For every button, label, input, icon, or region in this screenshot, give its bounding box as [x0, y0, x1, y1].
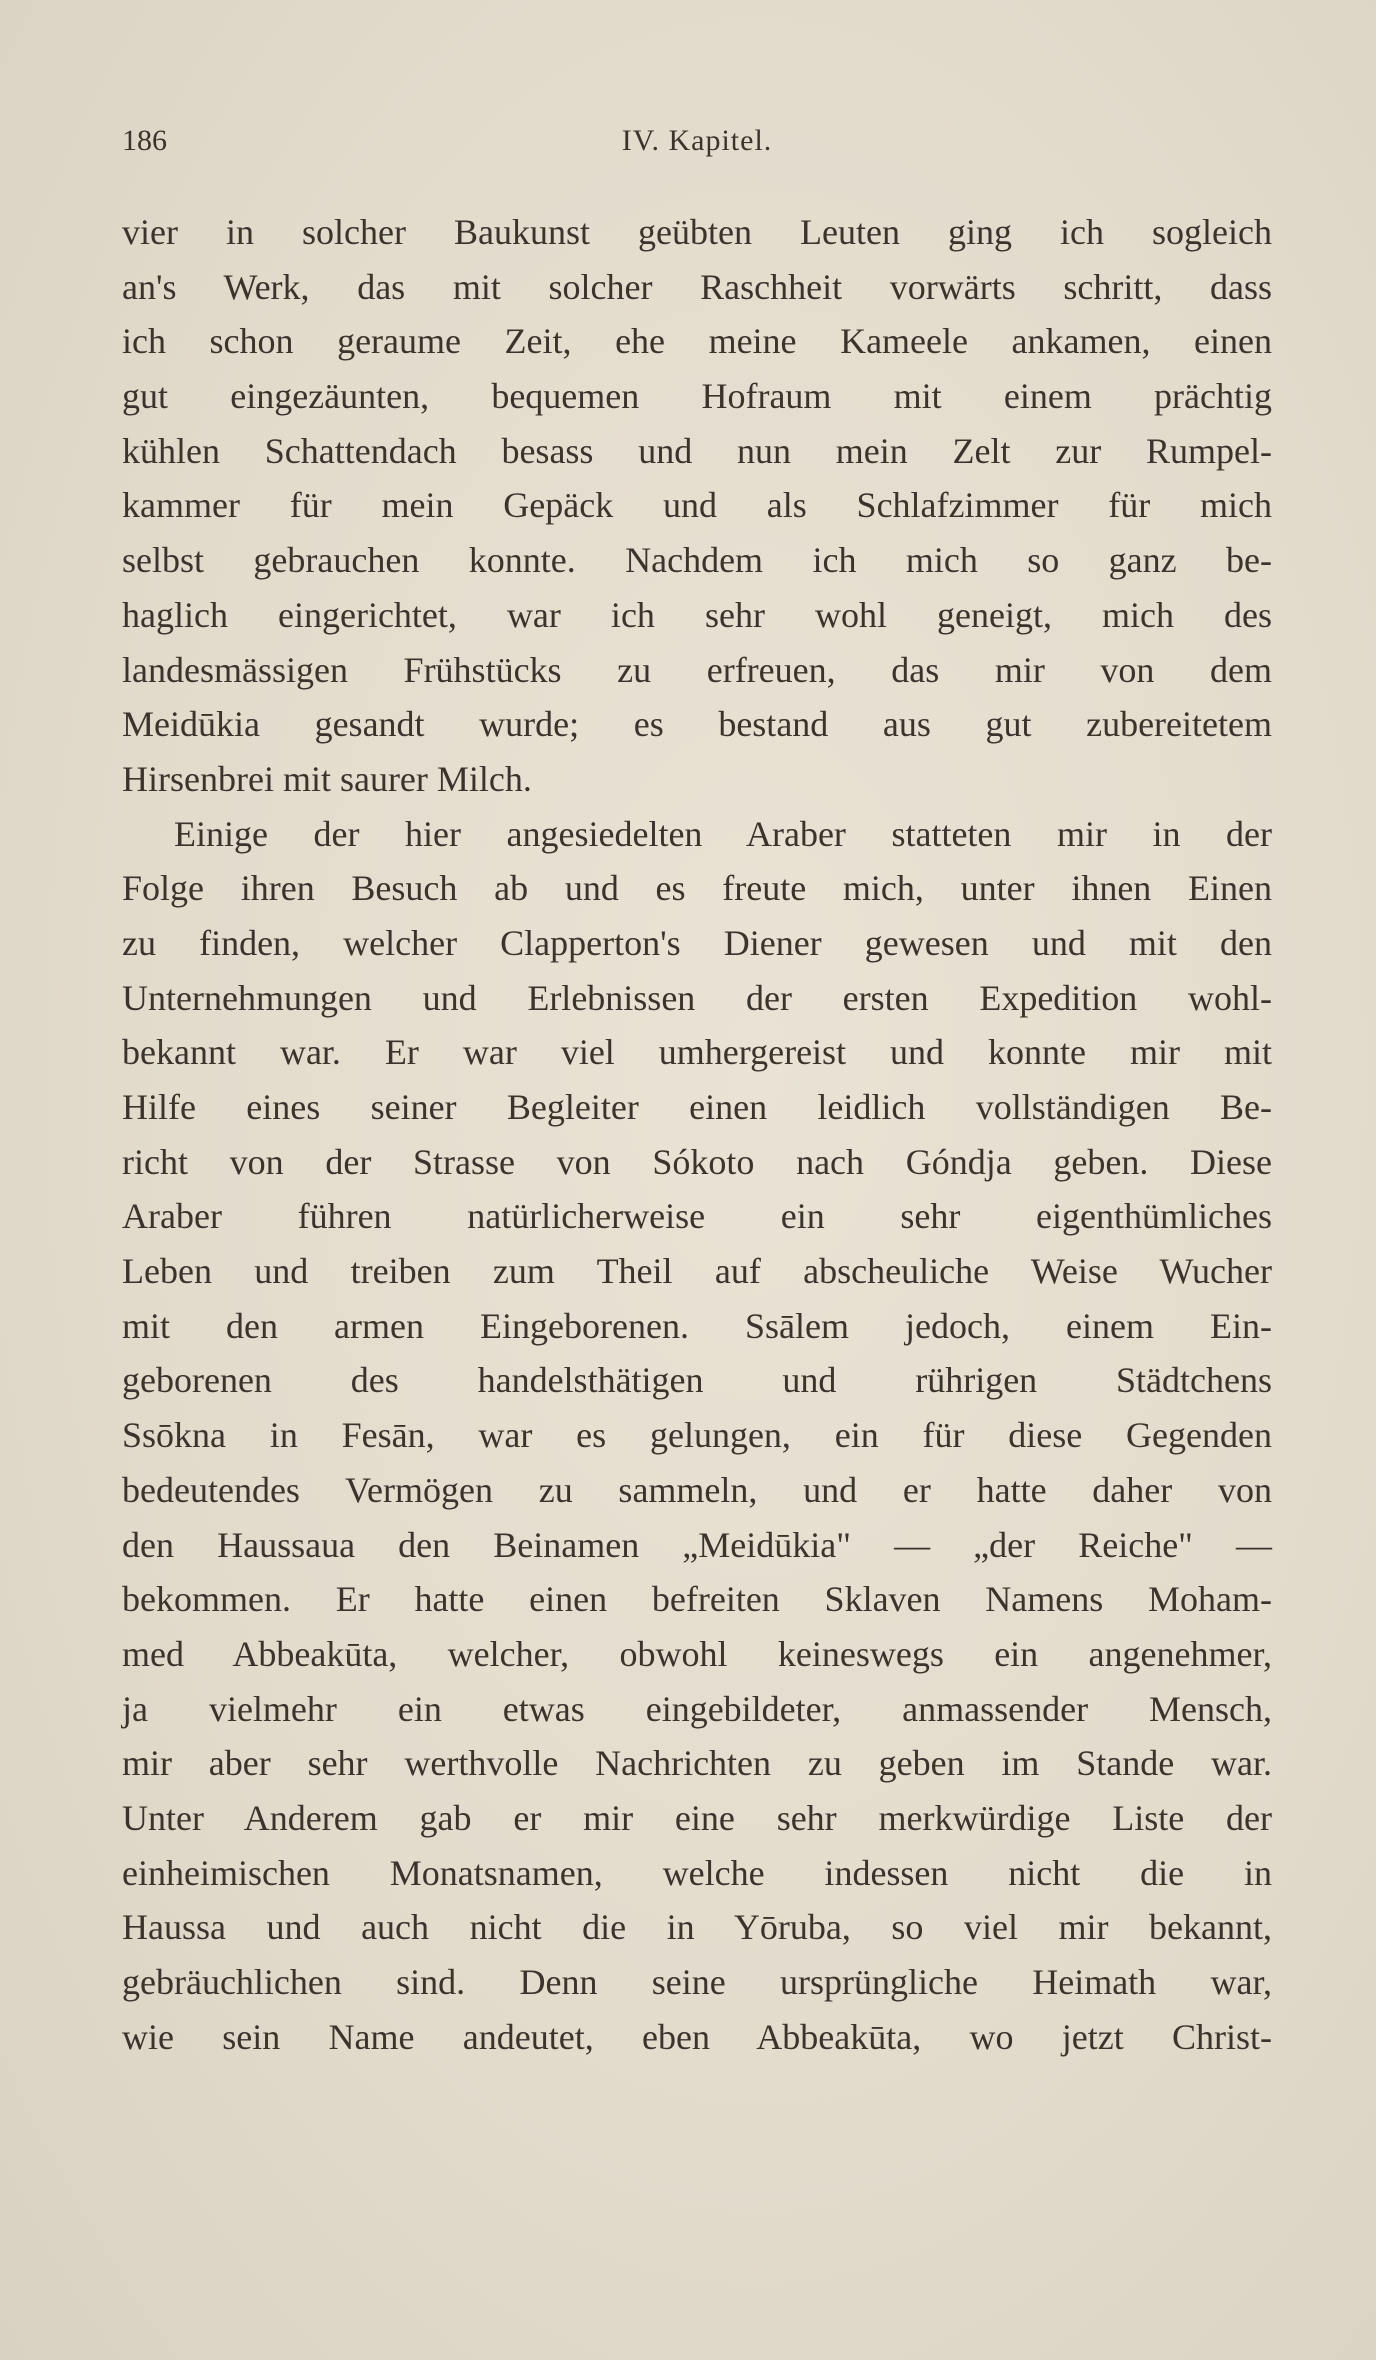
text-line: selbst gebrauchen konnte. Nachdem ich mich so ganz be-: [122, 540, 1272, 581]
text-line: Leben und treiben zum Theil auf abscheuliche Weise Wucher: [122, 1251, 1272, 1292]
text-line: vier in solcher Baukunst geübten Leuten ging ich sogleich: [122, 212, 1272, 252]
text-line: landesmässigen Frühstücks zu erfreuen, das mir von dem: [122, 649, 1272, 690]
body-text: [122, 205, 1272, 2064]
text-line: an's Werk, das mit solcher Raschheit vorwärts schritt, dass: [122, 266, 1272, 307]
text-line: kühlen Schattendach besass und nun mein Zelt zur Rumpel-: [122, 430, 1272, 471]
page-number: 186: [122, 124, 167, 157]
text-line: geborenen des handelsthätigen und rührigen Städtchens: [122, 1360, 1272, 1401]
text-line: den Haussaua den Beinamen „Meidūkia" — „der Reiche" —: [122, 1524, 1272, 1565]
text-line: haglich eingerichtet, war ich sehr wohl geneigt, mich des: [122, 594, 1272, 635]
text-line: einheimischen Monatsnamen, welche indessen nicht die in: [122, 1852, 1272, 1893]
paragraph-end-line: Hirsenbrei mit saurer Milch.: [122, 758, 532, 799]
text-line: Folge ihren Besuch ab und es freute mich, unter ihnen Einen: [122, 868, 1272, 909]
text-line: med Abbeakūta, welcher, obwohl keineswegs ein angenehmer,: [122, 1633, 1272, 1674]
text-line: Haussa und auch nicht die in Yōruba, so viel mir bekannt,: [122, 1907, 1272, 1948]
paragraph-start-line: Einige der hier angesiedelten Araber statteten mir in der: [174, 813, 1272, 854]
text-line: Unter Anderem gab er mir eine sehr merkwürdige Liste der: [122, 1797, 1272, 1838]
text-line: bedeutendes Vermögen zu sammeln, und er hatte daher von: [122, 1469, 1272, 1510]
text-line: gut eingezäunten, bequemen Hofraum mit einem prächtig: [122, 376, 1272, 417]
text-line: zu finden, welcher Clapperton's Diener gewesen und mit den: [122, 922, 1272, 963]
text-line: wie sein Name andeutet, eben Abbeakūta, wo jetzt Christ-: [122, 2016, 1272, 2057]
text-line: ja vielmehr ein etwas eingebildeter, anmassender Mensch,: [122, 1688, 1272, 1729]
chapter-title: IV. Kapitel.: [621, 124, 773, 157]
text-line: Meidūkia gesandt wurde; es bestand aus gut zubereitetem: [122, 704, 1272, 745]
running-head: [122, 124, 1272, 174]
text-line: Ssōkna in Fesān, war es gelungen, ein für diese Gegenden: [122, 1415, 1272, 1456]
text-line: Hilfe eines seiner Begleiter einen leidlich vollständigen Be-: [122, 1087, 1272, 1127]
text-line: Araber führen natürlicherweise ein sehr eigenthümliches: [122, 1196, 1272, 1237]
text-line: kammer für mein Gepäck und als Schlafzimmer für mich: [122, 485, 1272, 526]
text-line: mir aber sehr werthvolle Nachrichten zu geben im Stande war.: [122, 1743, 1272, 1784]
text-line: bekommen. Er hatte einen befreiten Sklaven Namens Moham-: [122, 1579, 1272, 1620]
text-line: mit den armen Eingeborenen. Ssālem jedoch, einem Ein-: [122, 1305, 1272, 1346]
text-line: richt von der Strasse von Sókoto nach Góndja geben. Diese: [122, 1141, 1272, 1182]
text-line: gebräuchlichen sind. Denn seine ursprüngliche Heimath war,: [122, 1962, 1272, 2002]
text-line: bekannt war. Er war viel umhergereist und konnte mir mit: [122, 1032, 1272, 1073]
text-line: Unternehmungen und Erlebnissen der ersten Expedition wohl-: [122, 977, 1272, 1018]
text-line: ich schon geraume Zeit, ehe meine Kameele ankamen, einen: [122, 321, 1272, 362]
